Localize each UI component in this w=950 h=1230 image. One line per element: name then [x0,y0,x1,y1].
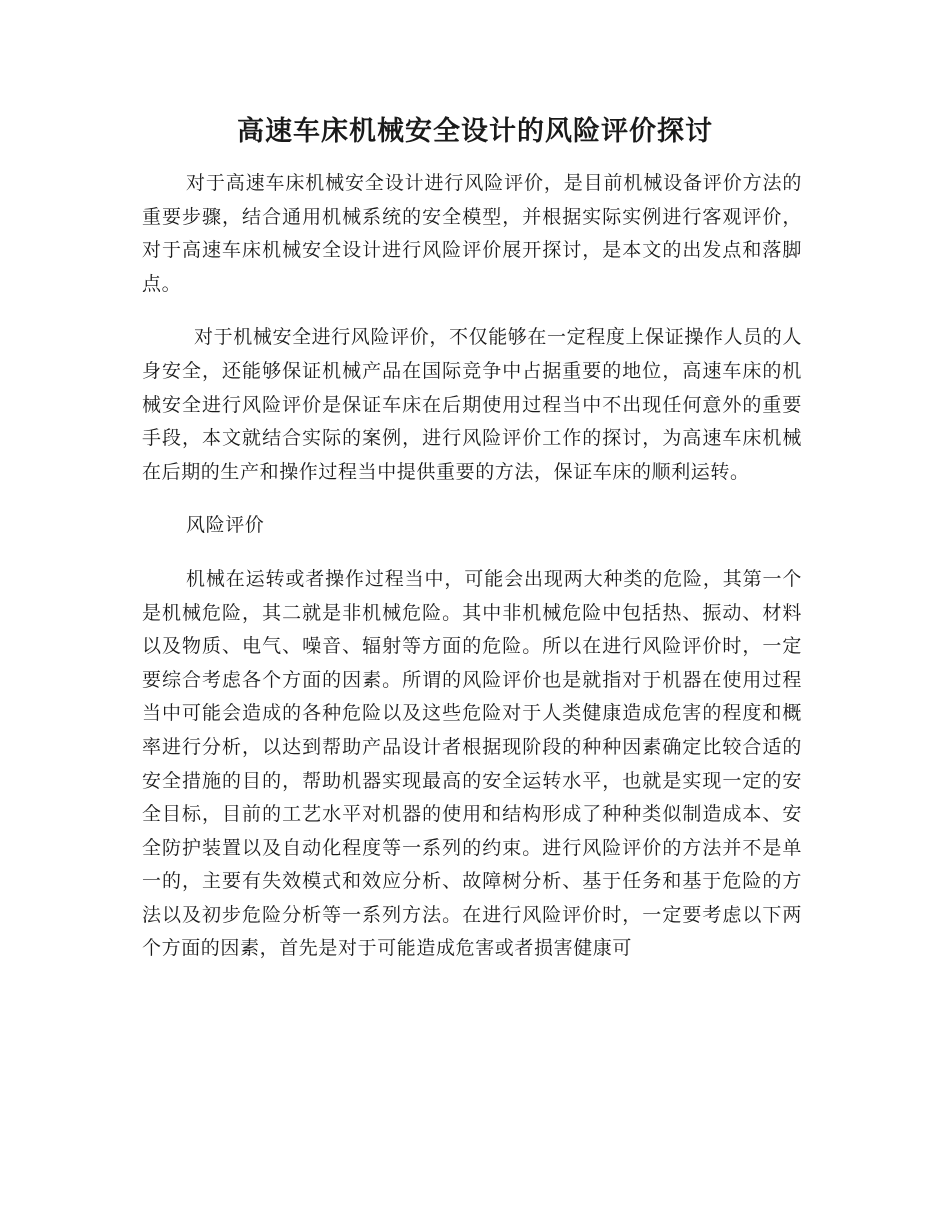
section-heading: 风险评价 [186,514,265,537]
background-paragraph: 对于机械安全进行风险评价，不仅能够在一定程度上保证操作人员的人身安全，还能够保证机械产品在国际竞争中占据重要的地位，高速车床的机械安全进行风险评价是保证车床在后期使用过程当中不出现任何意外的重要手段，本文就结合实际的案例，进行风险评价工作的探讨，为高速车床机械在后期的生产和操作过程当中提供重要的方法，保证车床的顺利运转。 [142,326,802,483]
document-body [142,167,802,966]
document-title: 高速车床机械安全设计的风险评价探讨 [237,116,713,147]
section-paragraph: 机械在运转或者操作过程当中，可能会出现两大种类的危险，其第一个是机械危险，其二就是非机械危险。其中非机械危险中包括热、振动、材料以及物质、电气、噪音、辐射等方面的危险。所以在进行风险评价时，一定要综合考虑各个方面的因素。所谓的风险评价也是就指对于机器在使用过程当中可能会造成的各种危险以及这些危险对于人类健康造成危害的程度和概率进行分析，以达到帮助产品设计者根据现阶段的种种因素确定比较合适的安全措施的目的，帮助机器实现最高的安全运转水平，也就是实现一定的安全目标，目前的工艺水平对机器的使用和结构形成了种种类似制造成本、安全防护装置以及自动化程度等一系列的约束。进行风险评价的方法并不是单一的，主要有失效模式和效应分析、故障树分析、基于任务和基于危险的方法以及初步危险分析等一系列方法。在进行风险评价时，一定要考虑以下两个方面的因素，首先是对于可能造成危害或者损害健康可 [142,567,802,960]
intro-paragraph: 对于高速车床机械安全设计进行风险评价，是目前机械设备评价方法的重要步骤，结合通用机械系统的安全模型，并根据实际实例进行客观评价，对于高速车床机械安全设计进行风险评价展开探讨，是本文的出发点和落脚点。 [142,172,802,295]
